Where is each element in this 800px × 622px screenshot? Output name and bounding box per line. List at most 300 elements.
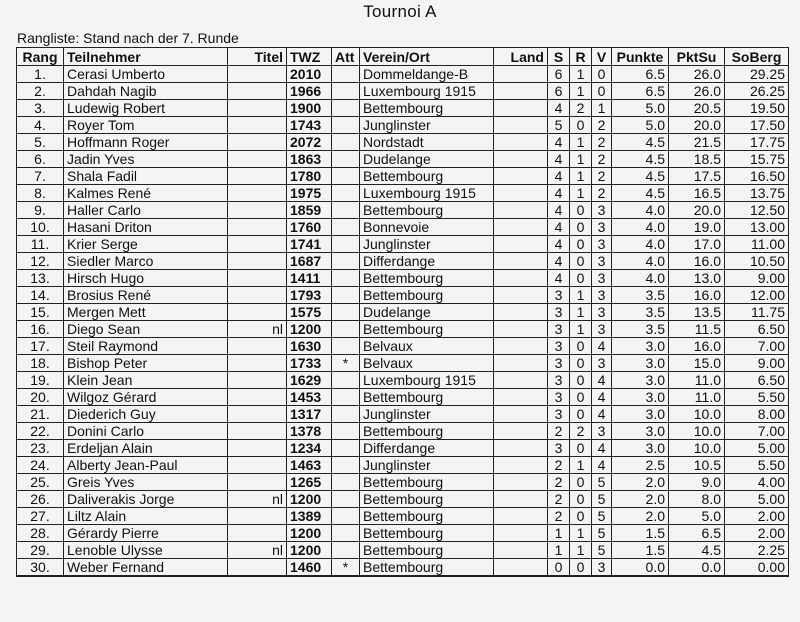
- cell-soberg: 2.25: [725, 542, 789, 559]
- cell-pktsu: 5.0: [669, 508, 725, 525]
- cell-rang: 26.: [17, 491, 64, 508]
- cell-titel: [228, 474, 287, 491]
- cell-verein: Junglinster: [360, 117, 494, 134]
- cell-name: Hasani Driton: [64, 219, 228, 236]
- cell-twz: 1793: [287, 287, 332, 304]
- cell-land: [494, 117, 548, 134]
- cell-titel: [228, 338, 287, 355]
- cell-rang: 20.: [17, 389, 64, 406]
- cell-s: 4: [548, 202, 570, 219]
- cell-soberg: 29.25: [725, 66, 789, 83]
- cell-r: 0: [570, 474, 592, 491]
- cell-rang: 16.: [17, 321, 64, 338]
- cell-soberg: 19.50: [725, 100, 789, 117]
- table-row: [17, 457, 789, 474]
- cell-rang: 1.: [17, 66, 64, 83]
- table-row: [17, 559, 789, 577]
- cell-soberg: 0.00: [725, 559, 789, 577]
- cell-titel: [228, 423, 287, 440]
- table-row: [17, 168, 789, 185]
- cell-rang: 11.: [17, 236, 64, 253]
- cell-land: [494, 134, 548, 151]
- cell-name: Liltz Alain: [64, 508, 228, 525]
- cell-name: Hoffmann Roger: [64, 134, 228, 151]
- cell-punkte: 4.5: [612, 151, 669, 168]
- cell-pktsu: 13.5: [669, 304, 725, 321]
- cell-v: 2: [592, 185, 612, 202]
- cell-verein: Junglinster: [360, 457, 494, 474]
- cell-verein: Dudelange: [360, 151, 494, 168]
- cell-titel: [228, 66, 287, 83]
- cell-v: 4: [592, 338, 612, 355]
- cell-pktsu: 20.0: [669, 117, 725, 134]
- cell-twz: 1629: [287, 372, 332, 389]
- cell-twz: 1389: [287, 508, 332, 525]
- cell-s: 4: [548, 134, 570, 151]
- cell-name: Diederich Guy: [64, 406, 228, 423]
- cell-s: 4: [548, 168, 570, 185]
- cell-land: [494, 83, 548, 100]
- cell-s: 3: [548, 389, 570, 406]
- cell-s: 5: [548, 117, 570, 134]
- cell-land: [494, 270, 548, 287]
- cell-soberg: 9.00: [725, 355, 789, 372]
- cell-r: 1: [570, 185, 592, 202]
- cell-land: [494, 304, 548, 321]
- cell-att: [332, 168, 360, 185]
- cell-r: 1: [570, 168, 592, 185]
- cell-twz: 1200: [287, 321, 332, 338]
- cell-name: Lenoble Ulysse: [64, 542, 228, 559]
- cell-punkte: 1.5: [612, 525, 669, 542]
- cell-r: 0: [570, 219, 592, 236]
- cell-att: [332, 423, 360, 440]
- col-header-soberg: SoBerg: [725, 48, 789, 66]
- cell-verein: Bettembourg: [360, 491, 494, 508]
- cell-v: 3: [592, 355, 612, 372]
- cell-r: 0: [570, 355, 592, 372]
- cell-soberg: 13.75: [725, 185, 789, 202]
- cell-twz: 1200: [287, 525, 332, 542]
- cell-att: [332, 219, 360, 236]
- cell-soberg: 7.00: [725, 338, 789, 355]
- cell-titel: [228, 355, 287, 372]
- col-header-r: R: [570, 48, 592, 66]
- header-row: [17, 48, 789, 66]
- cell-pktsu: 15.0: [669, 355, 725, 372]
- cell-twz: 1411: [287, 270, 332, 287]
- cell-land: [494, 457, 548, 474]
- cell-pktsu: 21.5: [669, 134, 725, 151]
- table-row: [17, 525, 789, 542]
- cell-twz: 1265: [287, 474, 332, 491]
- cell-punkte: 3.0: [612, 389, 669, 406]
- col-header-punkte: Punkte: [612, 48, 669, 66]
- cell-pktsu: 11.0: [669, 389, 725, 406]
- table-row: [17, 491, 789, 508]
- cell-v: 3: [592, 219, 612, 236]
- cell-rang: 8.: [17, 185, 64, 202]
- cell-soberg: 8.00: [725, 406, 789, 423]
- page-title: Tournoi A: [363, 2, 437, 21]
- cell-name: Alberty Jean-Paul: [64, 457, 228, 474]
- cell-titel: [228, 168, 287, 185]
- cell-rang: 12.: [17, 253, 64, 270]
- table-row: [17, 372, 789, 389]
- cell-land: [494, 168, 548, 185]
- cell-rang: 15.: [17, 304, 64, 321]
- table-row: [17, 83, 789, 100]
- cell-rang: 25.: [17, 474, 64, 491]
- cell-r: 1: [570, 151, 592, 168]
- col-header-rang: Rang: [17, 48, 64, 66]
- cell-att: [332, 372, 360, 389]
- col-header-name: Teilnehmer: [64, 48, 228, 66]
- cell-titel: [228, 304, 287, 321]
- cell-s: 4: [548, 151, 570, 168]
- cell-rang: 3.: [17, 100, 64, 117]
- cell-verein: Bettembourg: [360, 423, 494, 440]
- cell-land: [494, 559, 548, 577]
- table-row: [17, 474, 789, 491]
- cell-pktsu: 16.0: [669, 338, 725, 355]
- cell-pktsu: 10.0: [669, 440, 725, 457]
- standings-table: [16, 47, 789, 577]
- cell-v: 3: [592, 253, 612, 270]
- cell-r: 0: [570, 406, 592, 423]
- cell-titel: [228, 253, 287, 270]
- cell-att: [332, 440, 360, 457]
- cell-titel: [228, 457, 287, 474]
- cell-pktsu: 8.0: [669, 491, 725, 508]
- table-row: [17, 440, 789, 457]
- cell-twz: 1317: [287, 406, 332, 423]
- cell-v: 4: [592, 389, 612, 406]
- cell-r: 0: [570, 338, 592, 355]
- cell-punkte: 3.5: [612, 321, 669, 338]
- cell-att: [332, 253, 360, 270]
- cell-rang: 17.: [17, 338, 64, 355]
- cell-r: 1: [570, 457, 592, 474]
- cell-land: [494, 219, 548, 236]
- cell-s: 2: [548, 491, 570, 508]
- cell-rang: 21.: [17, 406, 64, 423]
- cell-verein: Bettembourg: [360, 474, 494, 491]
- cell-soberg: 7.00: [725, 423, 789, 440]
- cell-punkte: 6.5: [612, 83, 669, 100]
- table-row: [17, 321, 789, 338]
- cell-punkte: 3.0: [612, 440, 669, 457]
- cell-soberg: 4.00: [725, 474, 789, 491]
- cell-v: 3: [592, 304, 612, 321]
- cell-verein: Bettembourg: [360, 321, 494, 338]
- cell-r: 0: [570, 372, 592, 389]
- cell-v: 4: [592, 440, 612, 457]
- col-header-twz: TWZ: [287, 48, 332, 66]
- cell-r: 1: [570, 542, 592, 559]
- table-row: [17, 406, 789, 423]
- cell-s: 3: [548, 355, 570, 372]
- cell-twz: 1760: [287, 219, 332, 236]
- table-row: [17, 338, 789, 355]
- cell-att: [332, 202, 360, 219]
- table-row: [17, 134, 789, 151]
- cell-rang: 22.: [17, 423, 64, 440]
- cell-s: 4: [548, 270, 570, 287]
- cell-s: 3: [548, 406, 570, 423]
- cell-r: 1: [570, 134, 592, 151]
- col-header-att: Att: [332, 48, 360, 66]
- table-row: [17, 270, 789, 287]
- cell-punkte: 3.0: [612, 406, 669, 423]
- cell-verein: Bonnevoie: [360, 219, 494, 236]
- cell-r: 1: [570, 321, 592, 338]
- cell-soberg: 5.00: [725, 491, 789, 508]
- cell-att: [332, 542, 360, 559]
- cell-soberg: 11.75: [725, 304, 789, 321]
- cell-name: Steil Raymond: [64, 338, 228, 355]
- cell-soberg: 5.00: [725, 440, 789, 457]
- cell-rang: 30.: [17, 559, 64, 577]
- cell-att: [332, 406, 360, 423]
- cell-land: [494, 525, 548, 542]
- cell-s: 1: [548, 542, 570, 559]
- cell-punkte: 3.0: [612, 372, 669, 389]
- cell-punkte: 3.0: [612, 355, 669, 372]
- table-row: [17, 542, 789, 559]
- cell-v: 4: [592, 457, 612, 474]
- table-row: [17, 100, 789, 117]
- cell-punkte: 4.0: [612, 236, 669, 253]
- cell-s: 4: [548, 219, 570, 236]
- table-row: [17, 202, 789, 219]
- cell-r: 0: [570, 270, 592, 287]
- cell-v: 3: [592, 270, 612, 287]
- cell-s: 2: [548, 508, 570, 525]
- cell-twz: 1733: [287, 355, 332, 372]
- cell-land: [494, 100, 548, 117]
- cell-soberg: 6.50: [725, 321, 789, 338]
- cell-soberg: 2.00: [725, 525, 789, 542]
- cell-verein: Bettembourg: [360, 168, 494, 185]
- cell-titel: nl: [228, 491, 287, 508]
- cell-rang: 6.: [17, 151, 64, 168]
- cell-pktsu: 0.0: [669, 559, 725, 577]
- cell-v: 3: [592, 559, 612, 577]
- cell-land: [494, 66, 548, 83]
- cell-r: 2: [570, 423, 592, 440]
- col-header-land: Land: [494, 48, 548, 66]
- cell-pktsu: 17.5: [669, 168, 725, 185]
- cell-twz: 1743: [287, 117, 332, 134]
- cell-verein: Bettembourg: [360, 559, 494, 577]
- cell-verein: Bettembourg: [360, 525, 494, 542]
- cell-v: 4: [592, 406, 612, 423]
- cell-name: Weber Fernand: [64, 559, 228, 577]
- cell-v: 3: [592, 423, 612, 440]
- cell-pktsu: 16.0: [669, 253, 725, 270]
- cell-titel: [228, 508, 287, 525]
- cell-punkte: 4.5: [612, 185, 669, 202]
- cell-rang: 4.: [17, 117, 64, 134]
- cell-rang: 5.: [17, 134, 64, 151]
- cell-titel: [228, 559, 287, 577]
- cell-r: 1: [570, 83, 592, 100]
- cell-punkte: 4.5: [612, 168, 669, 185]
- cell-titel: [228, 219, 287, 236]
- cell-soberg: 15.75: [725, 151, 789, 168]
- cell-v: 0: [592, 83, 612, 100]
- cell-s: 4: [548, 185, 570, 202]
- cell-name: Shala Fadil: [64, 168, 228, 185]
- cell-rang: 2.: [17, 83, 64, 100]
- cell-titel: nl: [228, 321, 287, 338]
- cell-v: 5: [592, 491, 612, 508]
- cell-pktsu: 11.5: [669, 321, 725, 338]
- cell-r: 0: [570, 508, 592, 525]
- col-header-v: V: [592, 48, 612, 66]
- cell-titel: [228, 389, 287, 406]
- standings-body: [17, 66, 789, 577]
- cell-name: Greis Yves: [64, 474, 228, 491]
- cell-rang: 18.: [17, 355, 64, 372]
- cell-pktsu: 17.0: [669, 236, 725, 253]
- cell-pktsu: 4.5: [669, 542, 725, 559]
- cell-land: [494, 253, 548, 270]
- cell-land: [494, 338, 548, 355]
- cell-name: Mergen Mett: [64, 304, 228, 321]
- cell-twz: 1859: [287, 202, 332, 219]
- cell-rang: 24.: [17, 457, 64, 474]
- cell-verein: Bettembourg: [360, 202, 494, 219]
- cell-punkte: 2.0: [612, 508, 669, 525]
- cell-soberg: 11.00: [725, 236, 789, 253]
- cell-name: Brosius René: [64, 287, 228, 304]
- cell-att: [332, 321, 360, 338]
- cell-punkte: 3.0: [612, 423, 669, 440]
- cell-rang: 19.: [17, 372, 64, 389]
- cell-att: [332, 338, 360, 355]
- cell-name: Diego Sean: [64, 321, 228, 338]
- cell-twz: 1575: [287, 304, 332, 321]
- cell-name: Donini Carlo: [64, 423, 228, 440]
- cell-pktsu: 18.5: [669, 151, 725, 168]
- cell-s: 3: [548, 287, 570, 304]
- cell-punkte: 4.0: [612, 270, 669, 287]
- cell-r: 1: [570, 287, 592, 304]
- cell-att: *: [332, 559, 360, 577]
- cell-v: 4: [592, 372, 612, 389]
- cell-twz: 1966: [287, 83, 332, 100]
- cell-land: [494, 389, 548, 406]
- table-row: [17, 236, 789, 253]
- cell-land: [494, 440, 548, 457]
- cell-punkte: 2.0: [612, 474, 669, 491]
- cell-soberg: 6.50: [725, 372, 789, 389]
- cell-name: Daliverakis Jorge: [64, 491, 228, 508]
- cell-pktsu: 10.0: [669, 423, 725, 440]
- cell-twz: 1863: [287, 151, 332, 168]
- cell-soberg: 16.50: [725, 168, 789, 185]
- cell-v: 5: [592, 525, 612, 542]
- cell-r: 0: [570, 202, 592, 219]
- cell-verein: Luxembourg 1915: [360, 372, 494, 389]
- cell-titel: [228, 525, 287, 542]
- cell-rang: 27.: [17, 508, 64, 525]
- cell-v: 3: [592, 236, 612, 253]
- cell-land: [494, 236, 548, 253]
- cell-pktsu: 9.0: [669, 474, 725, 491]
- cell-pktsu: 16.0: [669, 287, 725, 304]
- cell-att: [332, 185, 360, 202]
- cell-twz: 1900: [287, 100, 332, 117]
- cell-name: Hirsch Hugo: [64, 270, 228, 287]
- cell-r: 0: [570, 236, 592, 253]
- cell-s: 2: [548, 474, 570, 491]
- cell-name: Jadin Yves: [64, 151, 228, 168]
- cell-att: [332, 287, 360, 304]
- cell-twz: 1453: [287, 389, 332, 406]
- cell-name: Cerasi Umberto: [64, 66, 228, 83]
- cell-land: [494, 355, 548, 372]
- cell-v: 3: [592, 202, 612, 219]
- cell-punkte: 4.5: [612, 134, 669, 151]
- cell-att: [332, 474, 360, 491]
- table-row: [17, 151, 789, 168]
- cell-rang: 10.: [17, 219, 64, 236]
- cell-twz: 1687: [287, 253, 332, 270]
- cell-punkte: 2.0: [612, 491, 669, 508]
- cell-verein: Belvaux: [360, 338, 494, 355]
- cell-v: 0: [592, 66, 612, 83]
- cell-twz: 1630: [287, 338, 332, 355]
- cell-att: [332, 117, 360, 134]
- cell-att: [332, 389, 360, 406]
- table-row: [17, 253, 789, 270]
- cell-punkte: 3.5: [612, 287, 669, 304]
- cell-pktsu: 19.0: [669, 219, 725, 236]
- table-row: [17, 508, 789, 525]
- table-row: [17, 185, 789, 202]
- cell-rang: 9.: [17, 202, 64, 219]
- cell-name: Kalmes René: [64, 185, 228, 202]
- cell-s: 4: [548, 236, 570, 253]
- cell-twz: 2072: [287, 134, 332, 151]
- cell-s: 4: [548, 253, 570, 270]
- cell-v: 3: [592, 287, 612, 304]
- cell-land: [494, 372, 548, 389]
- cell-soberg: 17.50: [725, 117, 789, 134]
- cell-punkte: 5.0: [612, 117, 669, 134]
- cell-verein: Dudelange: [360, 304, 494, 321]
- cell-name: Haller Carlo: [64, 202, 228, 219]
- cell-att: [332, 83, 360, 100]
- cell-s: 2: [548, 423, 570, 440]
- cell-r: 1: [570, 525, 592, 542]
- cell-r: 0: [570, 440, 592, 457]
- cell-verein: Bettembourg: [360, 100, 494, 117]
- cell-soberg: 5.50: [725, 457, 789, 474]
- cell-verein: Bettembourg: [360, 542, 494, 559]
- cell-s: 6: [548, 66, 570, 83]
- cell-titel: [228, 185, 287, 202]
- cell-s: 0: [548, 559, 570, 577]
- cell-punkte: 6.5: [612, 66, 669, 83]
- cell-att: *: [332, 355, 360, 372]
- cell-s: 3: [548, 372, 570, 389]
- cell-verein: Luxembourg 1915: [360, 185, 494, 202]
- cell-titel: [228, 100, 287, 117]
